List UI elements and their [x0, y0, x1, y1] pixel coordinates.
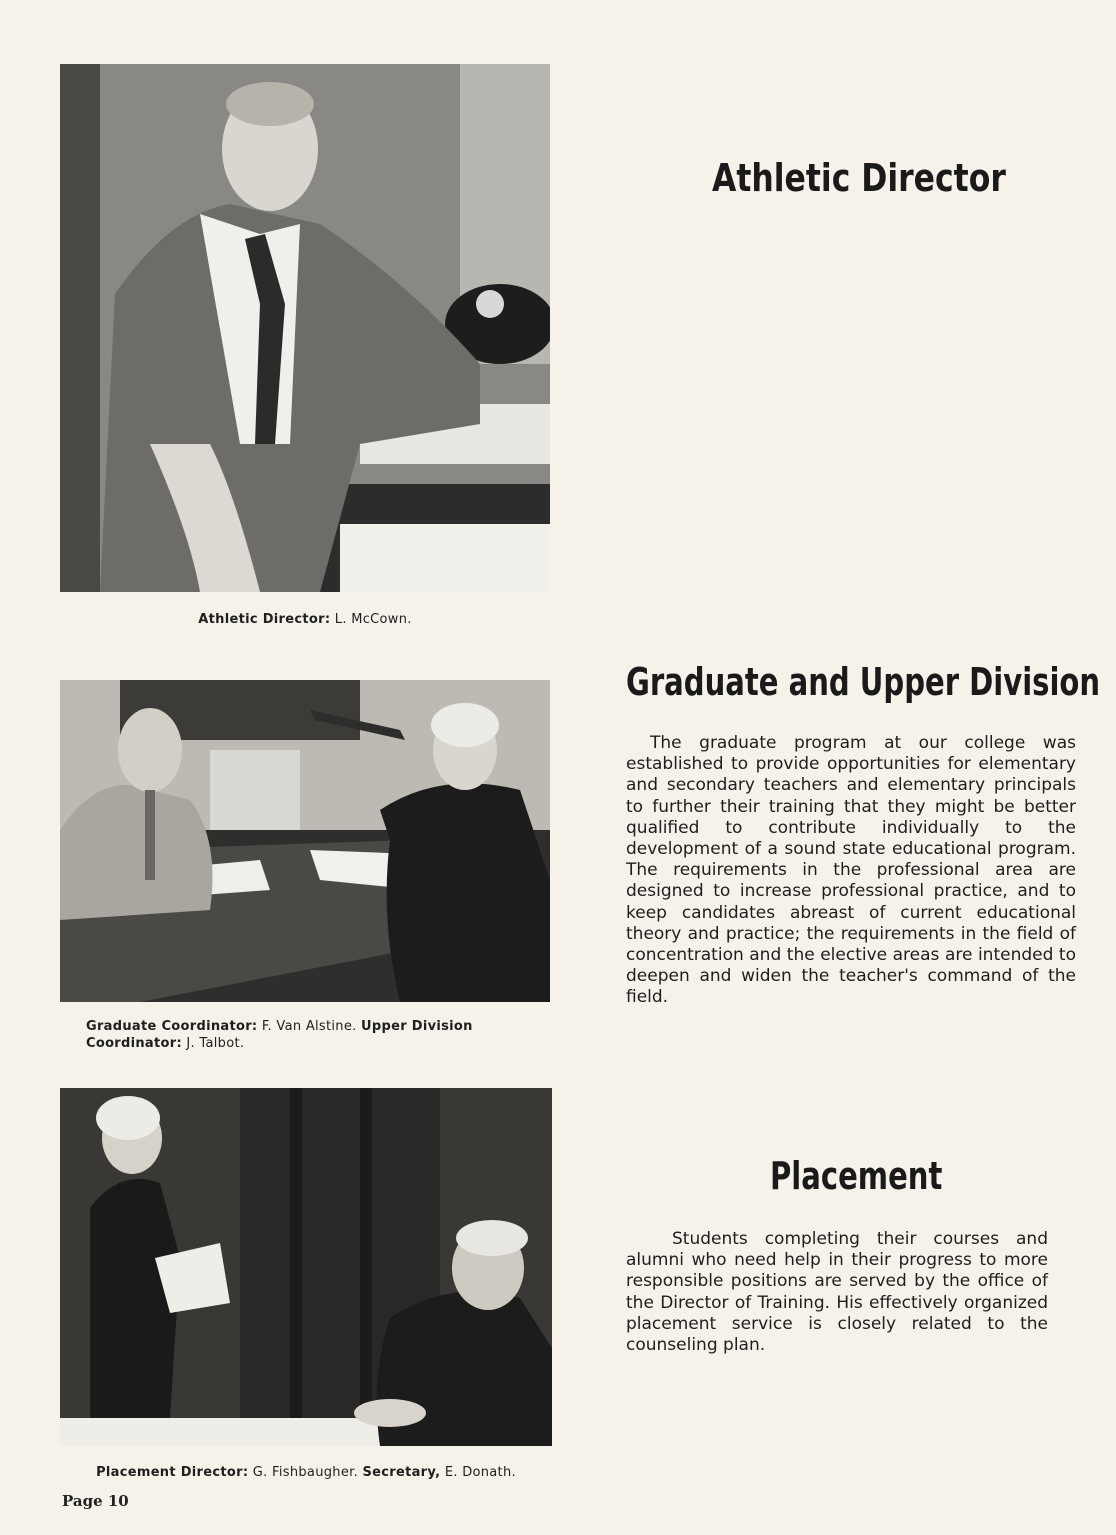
caption-name-upper-division: J. Talbot. [186, 1036, 245, 1051]
caption-name-placement: G. Fishbaugher. [252, 1465, 359, 1480]
graduate-coordinators-photo [60, 680, 550, 1002]
placement-photo [60, 1088, 552, 1446]
caption-name-graduate: F. Van Alstine. [261, 1019, 357, 1034]
caption-name: L. McCown. [334, 612, 412, 627]
athletic-director-heading: Athletic Director [712, 156, 1006, 200]
page-number: Page 10 [62, 1492, 129, 1510]
placement-caption [60, 1464, 552, 1481]
athletic-director-photo [60, 64, 550, 592]
graduate-paragraph: The graduate program at our college was established to provide opportunities for elementary and secondary teachers and elementary principals to further their training that they might be better qualified to contribute individually to the development of a sound state educational program. The requirements in the professional area are designed to increase professional practice, and to keep candidates abreast of current educational theory and practice; the requirements in the field of concentration and the elective areas are intended to deepen and widen the teacher's command of the field. [626, 733, 1076, 1008]
graduate-heading: Graduate and Upper Division [626, 660, 1101, 704]
graduate-coordinators-caption [86, 1018, 546, 1052]
caption-label-graduate: Graduate Coordinator: [86, 1019, 258, 1034]
placement-heading: Placement [770, 1154, 943, 1198]
caption-label-placement: Placement Director: [96, 1465, 249, 1480]
caption-name-secretary: E. Donath. [444, 1465, 516, 1480]
caption-label: Athletic Director: [198, 612, 331, 627]
placement-paragraph: Students completing their courses and alumni who need help in their progress to more responsible positions are served by the office of the Director of Training. His effectively organized placement service is closely related to the counseling plan. [626, 1229, 1048, 1356]
caption-label-secretary: Secretary, [362, 1465, 441, 1480]
athletic-director-caption [60, 611, 550, 628]
caption-label-upper-division: Upper Division Coordinator: [86, 1019, 473, 1051]
